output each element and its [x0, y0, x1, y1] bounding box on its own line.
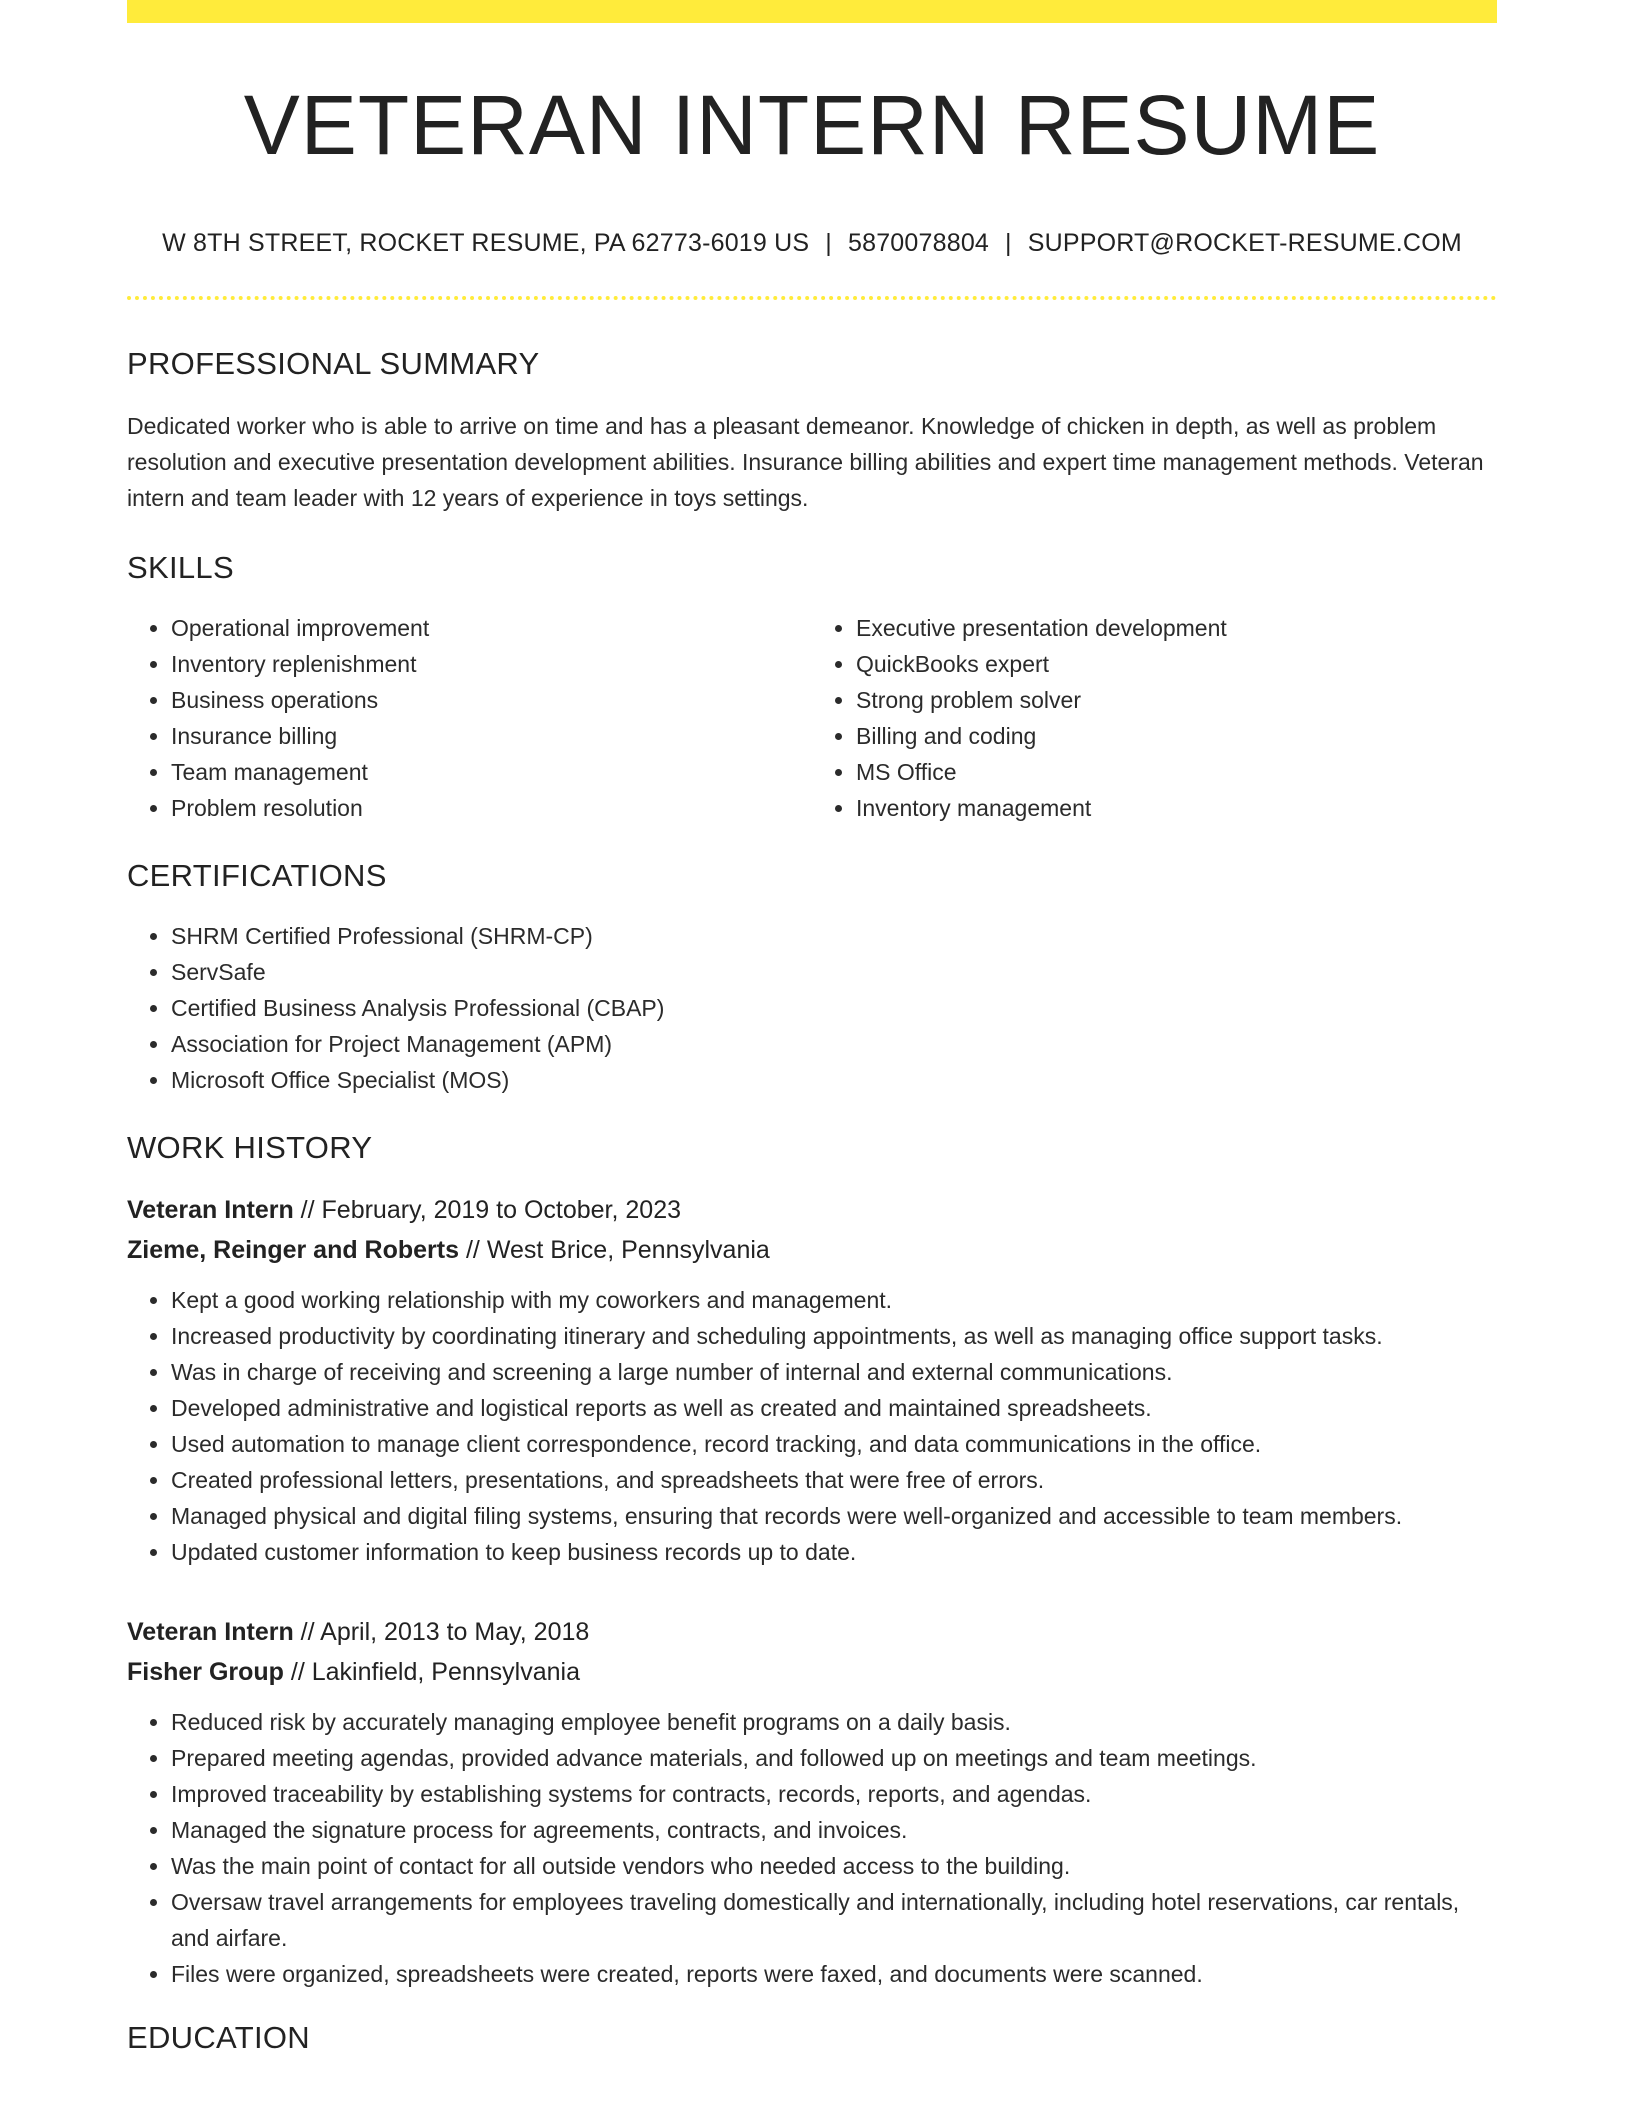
job-bullet: • Developed administrative and logistical reports as well as created and maintained spreadsheets. [171, 1390, 1497, 1426]
skill-item: • Team management [171, 754, 812, 790]
skill-item: • Operational improvement [171, 610, 812, 646]
job-bullet: • Managed the signature process for agreements, contracts, and invoices. [171, 1812, 1497, 1848]
skill-item: • Inventory management [856, 790, 1497, 826]
section-title-summary: PROFESSIONAL SUMMARY [127, 346, 540, 381]
certifications-list [127, 918, 1497, 1098]
job-role: Veteran Intern [127, 1196, 294, 1224]
certification-item: • SHRM Certified Professional (SHRM-CP) [171, 918, 1497, 954]
skills-list-right [812, 610, 1497, 826]
job-location: // West Brice, Pennsylvania [459, 1236, 770, 1264]
job-bullet-list [127, 1704, 1497, 1992]
contact-phone: 5870078804 [847, 229, 990, 257]
job-company-line [127, 1230, 1497, 1270]
job-company: Fisher Group [127, 1658, 284, 1686]
job-bullet: • Reduced risk by accurately managing employee benefit programs on a daily basis. [171, 1704, 1497, 1740]
job-entry [127, 1612, 1497, 1992]
section-title-education: EDUCATION [127, 2020, 310, 2055]
job-bullet: • Prepared meeting agendas, provided advance materials, and followed up on meetings and team meetings. [171, 1740, 1497, 1776]
summary-text: Dedicated worker who is able to arrive on time and has a pleasant demeanor. Knowledge of chicken in depth, as well as problem resolution and executive presentation development abilities. Insurance billing abilities and expert time management methods. Veteran intern and team leader with 12 years of experience in toys settings. [127, 413, 1484, 511]
job-role: Veteran Intern [127, 1618, 294, 1646]
job-bullet: • Kept a good working relationship with my coworkers and management. [171, 1282, 1497, 1318]
job-dates: // April, 2013 to May, 2018 [293, 1618, 590, 1646]
job-title-line [127, 1190, 1497, 1230]
job-company: Zieme, Reinger and Roberts [127, 1236, 460, 1264]
job-entry [127, 1190, 1497, 1570]
job-bullet: • Updated customer information to keep business records up to date. [171, 1534, 1497, 1570]
header-divider [127, 296, 1497, 300]
job-location: // Lakinfield, Pennsylvania [283, 1658, 580, 1686]
skill-item: • MS Office [856, 754, 1497, 790]
job-bullet: • Files were organized, spreadsheets were created, reports were faxed, and documents were scanned. [171, 1956, 1497, 1992]
contact-line [127, 229, 1497, 258]
section-title-work-history: WORK HISTORY [127, 1130, 373, 1165]
certification-item: • Certified Business Analysis Professional (CBAP) [171, 990, 1497, 1026]
certification-item: • Microsoft Office Specialist (MOS) [171, 1062, 1497, 1098]
job-company-line [127, 1652, 1497, 1692]
contact-separator: | [1005, 229, 1012, 257]
certification-item: • Association for Project Management (APM) [171, 1026, 1497, 1062]
job-bullet: • Increased productivity by coordinating itinerary and scheduling appointments, as well as managing office support tasks. [171, 1318, 1497, 1354]
job-bullet: • Oversaw travel arrangements for employees traveling domestically and internationally, including hotel reservations, car rentals, and airfare. [171, 1884, 1497, 1956]
skills-list-left [127, 610, 812, 826]
job-bullet: • Improved traceability by establishing systems for contracts, records, reports, and agendas. [171, 1776, 1497, 1812]
skill-item: • Insurance billing [171, 718, 812, 754]
job-bullet: • Was the main point of contact for all outside vendors who needed access to the building. [171, 1848, 1497, 1884]
contact-address: W 8TH STREET, ROCKET RESUME, PA 62773-6019 US [162, 229, 810, 257]
job-bullet: • Created professional letters, presentations, and spreadsheets that were free of errors. [171, 1462, 1497, 1498]
skill-item: • Problem resolution [171, 790, 812, 826]
accent-top-bar [127, 0, 1497, 23]
contact-email: SUPPORT@ROCKET-RESUME.COM [1027, 229, 1462, 257]
skill-item: • Business operations [171, 682, 812, 718]
skills-columns [127, 610, 1497, 826]
job-dates: // February, 2019 to October, 2023 [293, 1196, 682, 1224]
job-bullet: • Was in charge of receiving and screening a large number of internal and external communications. [171, 1354, 1497, 1390]
skill-item: • Executive presentation development [856, 610, 1497, 646]
resume-page [127, 0, 1497, 2056]
job-bullet: • Used automation to manage client correspondence, record tracking, and data communications in the office. [171, 1426, 1497, 1462]
section-title-skills: SKILLS [127, 550, 234, 585]
skill-item: • Billing and coding [856, 718, 1497, 754]
skill-item: • Strong problem solver [856, 682, 1497, 718]
job-title-line [127, 1612, 1497, 1652]
job-bullet-list [127, 1282, 1497, 1570]
job-bullet: • Managed physical and digital filing systems, ensuring that records were well-organized and accessible to team members. [171, 1498, 1497, 1534]
certification-item: • ServSafe [171, 954, 1497, 990]
skill-item: • QuickBooks expert [856, 646, 1497, 682]
contact-separator: | [825, 229, 832, 257]
resume-title: VETERAN INTERN RESUME [243, 78, 1381, 172]
section-title-certifications: CERTIFICATIONS [127, 858, 387, 893]
skill-item: • Inventory replenishment [171, 646, 812, 682]
